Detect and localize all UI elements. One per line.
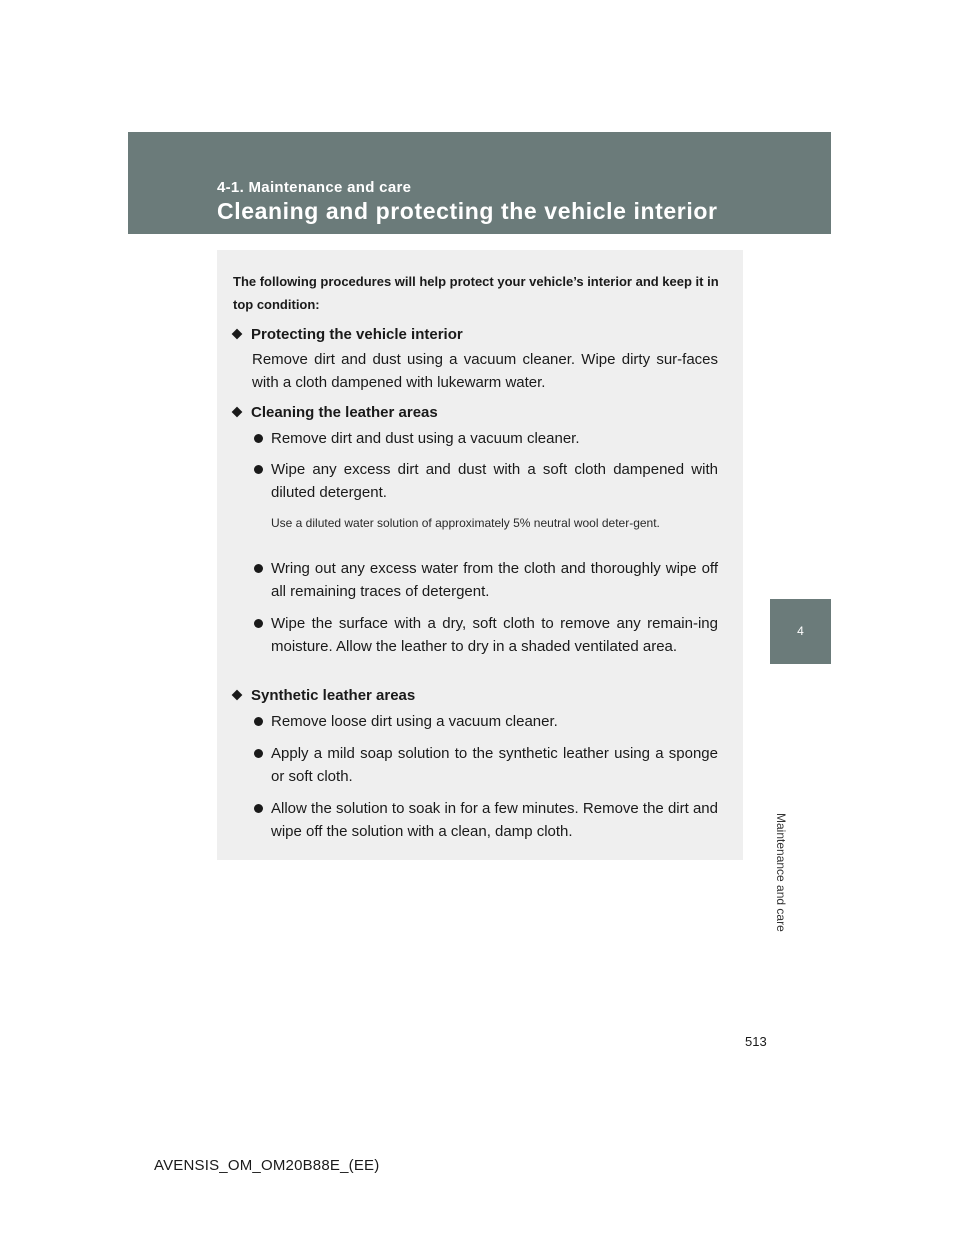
- section-paragraph: Remove dirt and dust using a vacuum cleaner. Wipe dirty sur-faces with a cloth dampened with lukewarm water.: [252, 351, 718, 391]
- list-item-text: Allow the solution to soak in for a few minutes. Remove the dirt and wipe off the solution with a clean, damp cloth.: [271, 800, 718, 840]
- chapter-tab: [770, 599, 831, 664]
- page-number: 513: [745, 1034, 767, 1049]
- list-item-text: Wipe any excess dirt and dust with a soft cloth dampened with diluted detergent.: [271, 461, 718, 501]
- list-item-text: Remove dirt and dust using a vacuum cleaner.: [271, 430, 580, 447]
- list-item-text: Remove loose dirt using a vacuum cleaner.: [271, 713, 558, 730]
- bullet-dot-icon: [254, 564, 263, 573]
- list-item: [254, 742, 718, 788]
- document-code: AVENSIS_OM_OM20B88E_(EE): [154, 1157, 380, 1174]
- bullet-dot-icon: [254, 749, 263, 758]
- diamond-bullet-icon: [232, 690, 243, 701]
- chapter-label: Maintenance and care: [774, 813, 788, 932]
- diamond-bullet-icon: [232, 329, 243, 340]
- section-heading-text: Cleaning the leather areas: [251, 404, 438, 421]
- section-heading-text: Protecting the vehicle interior: [251, 326, 463, 343]
- header-band: [128, 132, 831, 234]
- list-item-text: Wipe the surface with a dry, soft cloth to remove any remain-ing moisture. Allow the leather to dry in a shaded ventilated area.: [271, 615, 718, 655]
- bullet-dot-icon: [254, 717, 263, 726]
- section-heading-text: Synthetic leather areas: [251, 687, 416, 704]
- content-box: [217, 250, 743, 860]
- section-heading: [233, 687, 415, 704]
- bullet-dot-icon: [254, 619, 263, 628]
- bullet-dot-icon: [254, 465, 263, 474]
- bullet-dot-icon: [254, 804, 263, 813]
- list-item: [254, 710, 718, 733]
- list-item-text: Wring out any excess water from the cloth and thoroughly wipe off all remaining traces of detergent.: [271, 560, 718, 600]
- bullet-dot-icon: [254, 434, 263, 443]
- list-item: [254, 458, 718, 504]
- page-title: Cleaning and protecting the vehicle interior: [217, 198, 718, 224]
- note-text: Use a diluted water solution of approximately 5% neutral wool deter-gent.: [271, 516, 660, 530]
- section-label: 4-1. Maintenance and care: [217, 179, 412, 196]
- list-item: [254, 427, 718, 450]
- list-item: [254, 612, 718, 658]
- chapter-number: 4: [797, 624, 804, 638]
- section-heading: [233, 326, 463, 343]
- diamond-bullet-icon: [232, 407, 243, 418]
- list-item: [254, 797, 718, 843]
- list-item: [254, 557, 718, 603]
- list-item-text: Apply a mild soap solution to the synthetic leather using a sponge or soft cloth.: [271, 745, 718, 785]
- section-heading: [233, 404, 438, 421]
- intro-text: The following procedures will help protect your vehicle’s interior and keep it in top condition:: [233, 274, 719, 312]
